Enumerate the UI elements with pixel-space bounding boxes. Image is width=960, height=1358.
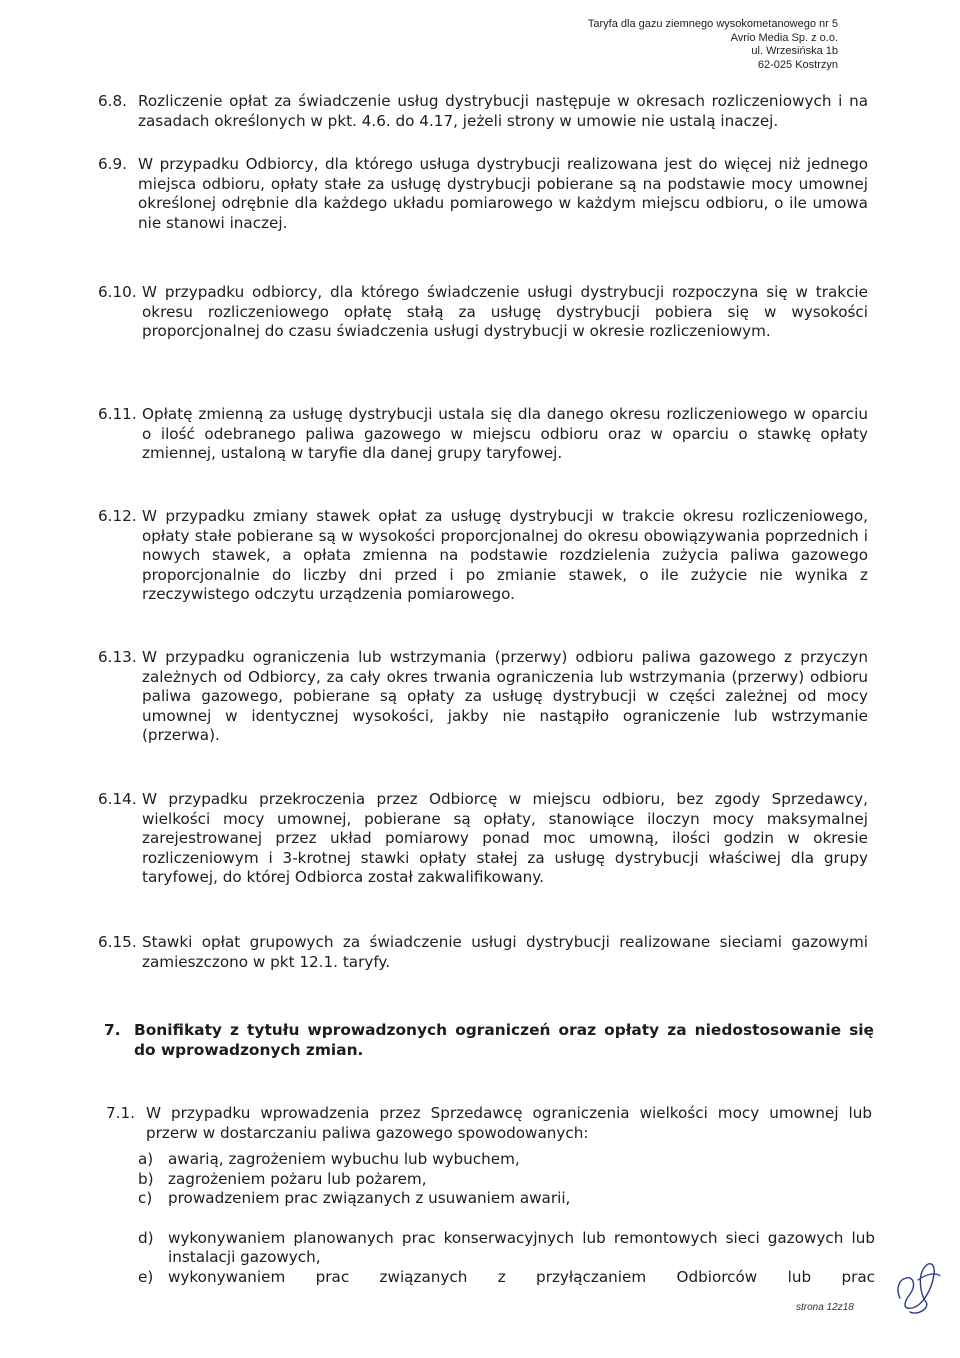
list-item — [110, 1268, 875, 1288]
cause-list — [110, 1150, 875, 1287]
list-item — [110, 1189, 875, 1209]
paragraph-6-12 — [98, 507, 868, 605]
header-line-tariff: Taryfa dla gazu ziemnego wysokometanowego nr 5 — [587, 18, 838, 30]
paragraph-text: Stawki opłat grupowych za świadczenie usługi dystrybucji realizowane sieciami gazowymi zamieszczono w pkt 12.1. taryfy. — [142, 933, 868, 971]
paragraph-7-1 — [106, 1104, 872, 1143]
header-line-postal: 62-025 Kostrzyn — [757, 58, 838, 71]
paragraph-text: W przypadku wprowadzenia przez Sprzedawcę ograniczenia wielkości mocy umownej lub przerw w dostarczaniu paliwa gazowego spowodowanych: — [146, 1104, 872, 1142]
page-number: strona 12z18 — [796, 1302, 854, 1313]
list-item-text: zagrożeniem pożaru lub pożarem, — [168, 1169, 427, 1188]
paragraph-number: 6.15. — [98, 933, 137, 951]
paragraph-number: 6.10. — [98, 283, 137, 301]
paragraph-text: W przypadku Odbiorcy, dla którego usługa dystrybucji realizowana jest do więcej niż jednego miejsca odbioru, opłaty stałe za usługę dystrybucji pobierane są na podstawie mocy umownej określonej odrębnie dla każdego układu pomiarowego w każdym miejscu odbioru, o ile umowa nie stanowi inaczej. — [138, 155, 868, 232]
list-item-label: d) — [138, 1228, 154, 1247]
header-line-street: ul. Wrzesińska 1b — [751, 45, 838, 57]
list-item-text: awarią, zagrożeniem wybuchu lub wybuchem, — [168, 1150, 520, 1168]
paragraph-6-13 — [98, 648, 868, 746]
list-item-text: wykonywaniem planowanych prac konserwacyjnych lub remontowych sieci gazowych lub instalacji gazowych, — [168, 1228, 875, 1266]
list-item-label: e) — [138, 1267, 154, 1286]
paragraph-number: 6.14. — [98, 790, 137, 808]
header-line-company: Avrio Media Sp. z o.o. — [730, 31, 838, 44]
paragraph-6-14 — [98, 790, 868, 888]
paragraph-6-11 — [98, 405, 868, 464]
paragraph-6-8 — [98, 92, 868, 131]
list-item-label: a) — [138, 1150, 154, 1168]
list-item-text: wykonywaniem prac związanych z przyłączaniem Odbiorców lub prac — [168, 1267, 875, 1286]
paragraph-text: Rozliczenie opłat za świadczenie usług dystrybucji następuje w okresach rozliczeniowych i na zasadach określonych w pkt. 4.6. do 4.17, jeżeli strony w umowie nie ustalą inaczej. — [138, 92, 868, 130]
list-item — [110, 1170, 875, 1190]
section-title: Bonifikaty z tytułu wprowadzonych ograniczeń oraz opłaty za niedostosowanie się do wprowadzonych zmian. — [134, 1021, 874, 1059]
paragraph-text: W przypadku przekroczenia przez Odbiorcę w miejscu odbioru, bez zgody Sprzedawcy, wielkości mocy umownej, pobierane są opłaty, stanowiące iloczyn mocy maksymalnej zarejestrowanej przez układ pomiarowy ponad moc umowną, ilości godzin w okresie rozliczeniowym i 3-krotnej stawki opłaty stałej za usługę dystrybucji właściwej dla grupy taryfowej, do której Odbiorca został zakwalifikowany. — [142, 790, 868, 886]
paragraph-6-9 — [98, 155, 868, 233]
list-item — [110, 1229, 875, 1268]
company-header — [588, 18, 838, 72]
list-item-text: prowadzeniem prac związanych z usuwaniem awarii, — [168, 1189, 571, 1207]
paragraph-6-10 — [98, 283, 868, 342]
paragraph-number: 6.11. — [98, 405, 137, 423]
paragraph-number: 6.13. — [98, 648, 137, 666]
section-7-heading — [104, 1020, 874, 1060]
paragraph-text: W przypadku zmiany stawek opłat za usługę dystrybucji w trakcie okresu rozliczeniowego, opłaty stałe pobierane są w wysokości proporcjonalnej do okresu obowiązywania poprzednich i nowych stawek, a opłata zmienna na podstawie rozdzielenia zużycia paliwa gazowego proporcjonalnie do liczby dni przed i po zmianie stawek, o ile zużycie nie wynika z rzeczywistego odczytu urządzenia pomiarowego. — [142, 507, 868, 603]
paragraph-text: W przypadku odbiorcy, dla którego świadczenie usługi dystrybucji rozpoczyna się w trakcie okresu rozliczeniowego opłatę stałą za usługę dystrybucji pobiera się w wysokości proporcjonalnej do czasu świadczenia usługi dystrybucji w okresie rozliczeniowym. — [142, 283, 868, 340]
paragraph-6-15 — [98, 933, 868, 972]
list-item-label: b) — [138, 1169, 154, 1188]
section-number: 7. — [104, 1021, 121, 1039]
paragraph-text: W przypadku ograniczenia lub wstrzymania (przerwy) odbioru paliwa gazowego z przyczyn zależnych od Odbiorcy, za cały okres trwania ograniczenia lub wstrzymania (przerwy) odbioru paliwa gazowego, pobierane są opłaty za usługę dystrybucji w części zależnej od mocy umownej w identycznej wysokości, jakby nie nastąpiło ograniczenie lub wstrzymanie (przerwa). — [142, 648, 868, 744]
list-item — [110, 1150, 875, 1170]
paragraph-text: Opłatę zmienną za usługę dystrybucji ustala się dla danego okresu rozliczeniowego w oparciu o ilość odebranego paliwa gazowego w miejscu odbioru oraz w oparciu o stawkę opłaty zmiennej, ustaloną w taryfie dla danej grupy taryfowej. — [142, 405, 868, 462]
handwritten-signature — [888, 1250, 944, 1320]
paragraph-number: 7.1. — [106, 1104, 135, 1122]
paragraph-number: 6.8. — [98, 92, 127, 110]
paragraph-number: 6.9. — [98, 155, 127, 173]
list-item-label: c) — [138, 1189, 153, 1207]
paragraph-number: 6.12. — [98, 507, 137, 525]
